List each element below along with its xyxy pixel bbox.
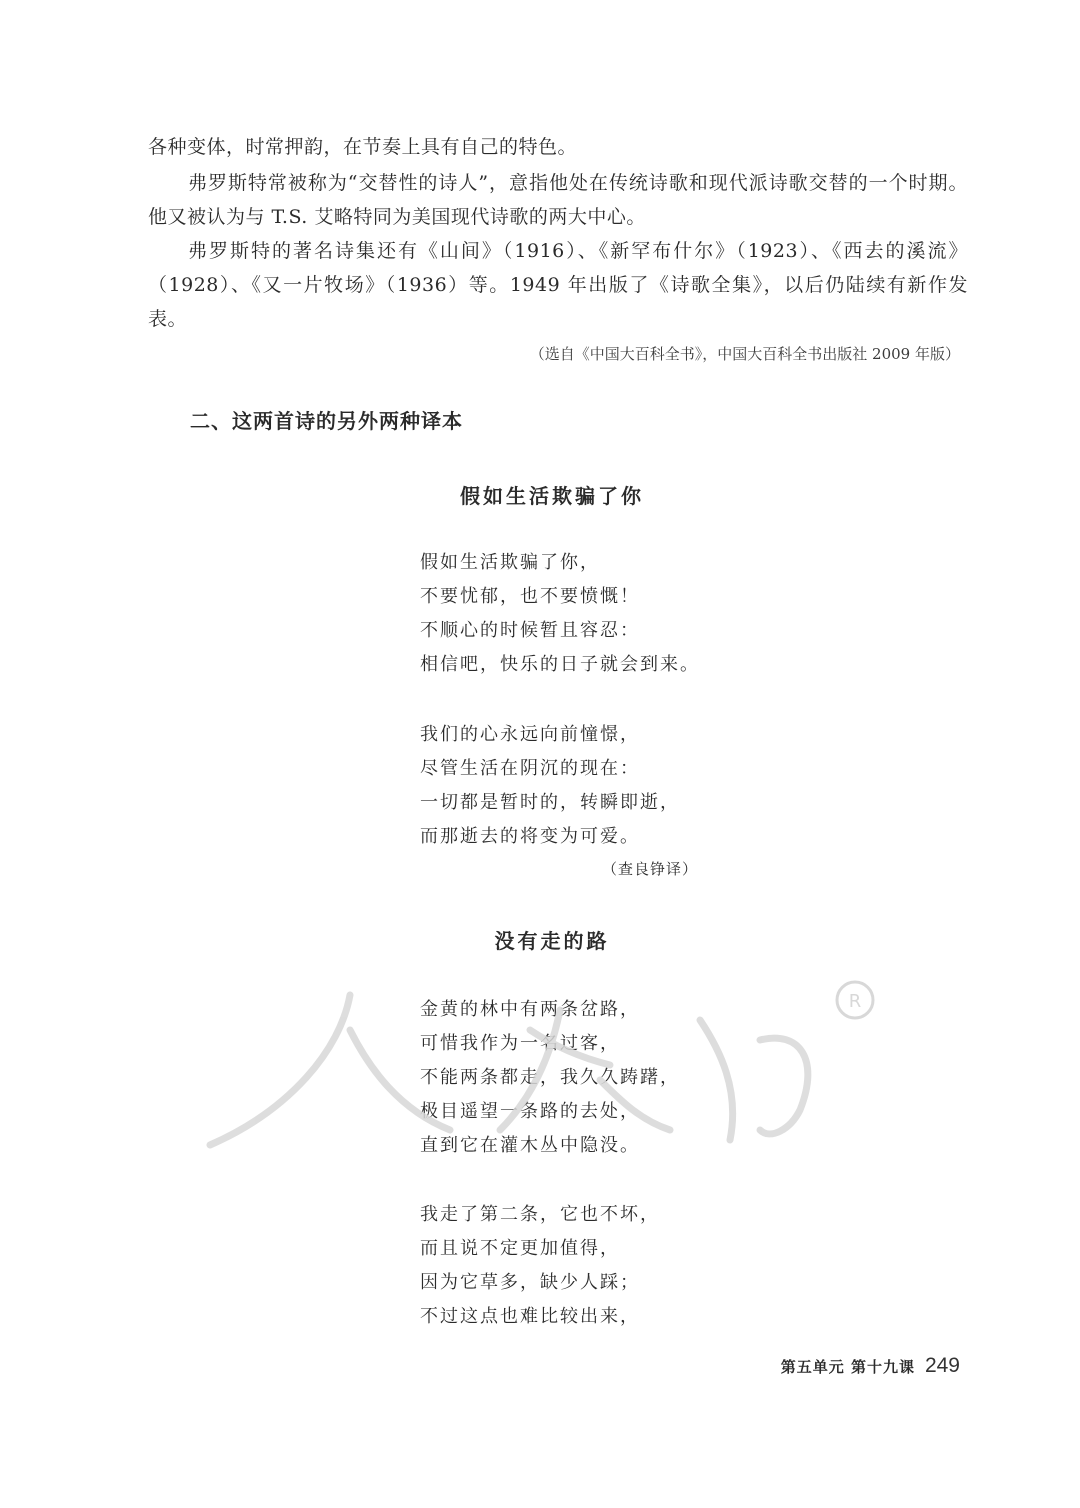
poem-line: 我走了第二条，它也不坏，: [420, 1204, 660, 1225]
poem2-stanza-2: [420, 1198, 660, 1334]
page-number: 249: [924, 1354, 960, 1377]
poem-line: 尽管生活在阴沉的现在：: [420, 758, 640, 779]
paragraph-continuation: 各种变体，时常押韵，在节奏上具有自己的特色。: [148, 136, 578, 158]
poem-title-1-text: 假如生活欺骗了你: [460, 484, 644, 508]
poem-line: 不顺心的时候暂且容忍：: [420, 620, 640, 641]
translator-credit: （查良铮译）: [602, 860, 699, 878]
poem-line: 一切都是暂时的，转瞬即逝，: [420, 792, 680, 813]
poem-line: 我们的心永远向前憧憬，: [420, 724, 640, 745]
poem-line: 极目遥望一条路的去处，: [420, 1101, 640, 1122]
poem-title-2: [0, 925, 1080, 954]
source-citation: （选自《中国大百科全书》，中国大百科全书出版社 2009 年版）: [529, 345, 960, 363]
poem2-stanza-1: [420, 993, 680, 1163]
section-heading: 二、这两首诗的另外两种译本: [190, 409, 463, 433]
poem-line: 不能两条都走，我久久踌躇，: [420, 1067, 680, 1088]
poem-line: 不要忧郁，也不要愤慨！: [420, 586, 640, 607]
poem-line: 相信吧，快乐的日子就会到来。: [420, 654, 700, 675]
unit-lesson-label: 第五单元 第十九课: [780, 1358, 915, 1376]
paragraph-poetry-collections: 弗罗斯特的著名诗集还有《山间》（1916）、《新罕布什尔》（1923）、《西去的溪流》（1928）、《又一片牧场》（1936）等。1949 年出版了《诗歌全集》，以后仍陆续有新作发表。: [148, 240, 968, 330]
poem-line: 不过这点也难比较出来，: [420, 1306, 640, 1327]
poem-line: 而那逝去的将变为可爱。: [420, 826, 640, 847]
poem-line: 而且说不定更加值得，: [420, 1238, 620, 1259]
poem-title-1: [0, 480, 1080, 509]
svg-text:R: R: [848, 991, 862, 1012]
poem1-stanza-1: [420, 546, 700, 682]
poem-line: 因为它草多，缺少人踩；: [420, 1272, 640, 1293]
page-footer: [781, 1354, 960, 1378]
poem-title-2-text: 没有走的路: [494, 929, 610, 953]
poem-line: 假如生活欺骗了你，: [420, 552, 600, 573]
poem-line: 直到它在灌木丛中隐没。: [420, 1135, 640, 1156]
poem-line: 金黄的林中有两条岔路，: [420, 999, 640, 1020]
poem-line: 可惜我作为一名过客，: [420, 1033, 620, 1054]
poem1-stanza-2: [420, 718, 680, 854]
paragraph-alternating-poet: 弗罗斯特常被称为“交替性的诗人”，意指他处在传统诗歌和现代派诗歌交替的一个时期。他又被认为与 T.S. 艾略特同为美国现代诗歌的两大中心。: [148, 172, 968, 228]
